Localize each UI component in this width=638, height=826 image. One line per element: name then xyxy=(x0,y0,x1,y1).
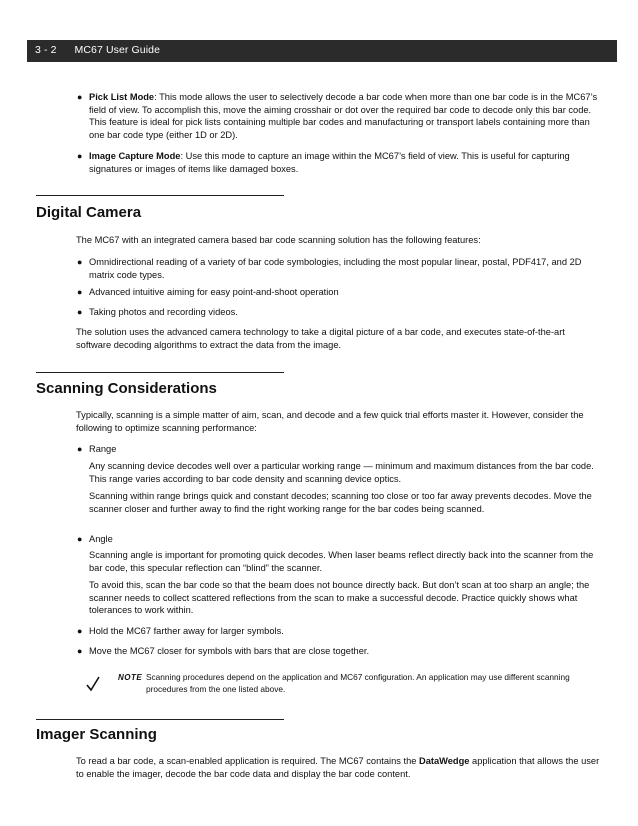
checkmark-icon-svg xyxy=(86,676,100,692)
bullet-dot: ● xyxy=(77,92,83,102)
bullet-dot: ● xyxy=(77,287,83,297)
list-item-range xyxy=(77,443,599,456)
bullet-dot: ● xyxy=(77,151,83,161)
list-item xyxy=(77,286,599,299)
list-item-angle xyxy=(77,533,599,546)
note-text: Scanning procedures depend on the application and MC67 configuration. An application may use different scanning procedures from the one listed above. xyxy=(146,672,570,694)
bullet-text: Angle xyxy=(89,534,113,544)
bullet-text: Move the MC67 closer for symbols with bars that are close together. xyxy=(89,646,370,656)
bullet-text: Omnidirectional reading of a variety of bar code symbologies, including the most popular linear, postal, PDF417, and 2D matrix code types. xyxy=(89,257,582,280)
bullet-dot: ● xyxy=(77,444,83,454)
list-item xyxy=(77,645,599,658)
note-label: NOTE xyxy=(118,673,143,682)
page-number: 3 - 2 xyxy=(35,44,57,56)
list-item xyxy=(77,306,599,319)
bullet-dot: ● xyxy=(77,626,83,636)
header-text xyxy=(35,44,160,56)
bullet-pick-list-mode xyxy=(77,91,599,141)
checkmark-icon xyxy=(86,676,100,697)
range-paragraph-1: Any scanning device decodes well over a particular working range — minimum and maximum distances from the bar code. This range varies according to bar code density and scanning device optics. xyxy=(89,461,594,484)
bullet-text: Range xyxy=(89,444,117,454)
angle-paragraph-2: To avoid this, scan the bar code so that the beam does not bounce directly back. But don’t scan at too sharp an angle; the scanner needs to collect scattered reflections from the scan to make a successful decode. Practice quickly shows what tolerances to work within. xyxy=(89,580,590,616)
scanning-intro: Typically, scanning is a simple matter of aim, scan, and decode and a few quick trial efforts master it. However, consider the following to optimize scanning performance: xyxy=(76,410,584,433)
imager-bold-term: DataWedge xyxy=(419,756,470,766)
list-item xyxy=(77,625,599,638)
bullet-text: Hold the MC67 farther away for larger symbols. xyxy=(89,626,284,636)
bullet-dot: ● xyxy=(77,646,83,656)
digital-camera-intro: The MC67 with an integrated camera based bar code scanning solution has the following features: xyxy=(76,235,481,245)
guide-title: MC67 User Guide xyxy=(74,44,161,56)
bullet-text: : Use this mode to capture an image within the MC67’s field of view. This is useful for capturing signatures or images of items like damaged boxes. xyxy=(89,151,570,174)
bullet-dot: ● xyxy=(77,307,83,317)
section-rule xyxy=(36,195,284,196)
imager-scanning-paragraph xyxy=(76,755,601,780)
section-rule xyxy=(36,719,284,720)
bullet-image-capture-mode xyxy=(77,150,599,175)
list-item xyxy=(77,256,599,281)
digital-camera-outro: The solution uses the advanced camera technology to take a digital picture of a bar code, and executes state-of-the-art software decoding algorithms to extract the data from the image. xyxy=(76,327,565,350)
bullet-text: Taking photos and recording videos. xyxy=(89,307,238,317)
section-heading-scanning-considerations: Scanning Considerations xyxy=(36,380,217,397)
section-rule xyxy=(36,372,284,373)
bullet-text: : This mode allows the user to selectively decode a bar code when more than one bar code is in the MC67’s field of view. To accomplish this, move the aiming crosshair or dot over the required bar code to decode only this bar code. This feature is ideal for pick lists containing multiple bar codes and manufacturing or transport labels containing more than one bar code type (either 1D or 2D). xyxy=(89,92,598,140)
bullet-dot: ● xyxy=(77,257,83,267)
imager-text-before: To read a bar code, a scan-enabled application is required. The MC67 contains the xyxy=(76,756,419,766)
section-heading-digital-camera: Digital Camera xyxy=(36,204,142,221)
bullet-text: Advanced intuitive aiming for easy point-and-shoot operation xyxy=(89,287,339,297)
angle-paragraph-1: Scanning angle is important for promoting quick decodes. When laser beams reflect directly back into the scanner from the bar code, this specular reflection can “blind” the scanner. xyxy=(89,550,594,573)
range-paragraph-2: Scanning within range brings quick and constant decodes; scanning too close or too far away prevents decodes. Move the scanner closer and further away to find the right working range for the bar codes being scanned. xyxy=(89,491,592,514)
page-header xyxy=(27,40,617,62)
bullet-term: Image Capture Mode xyxy=(89,151,181,161)
section-heading-imager-scanning: Imager Scanning xyxy=(36,726,157,743)
imager-text-after: application that allows the user to enable the imager, decode the bar code data and display the bar code content. xyxy=(76,756,600,779)
bullet-term: Pick List Mode xyxy=(89,92,155,102)
bullet-dot: ● xyxy=(77,534,83,544)
